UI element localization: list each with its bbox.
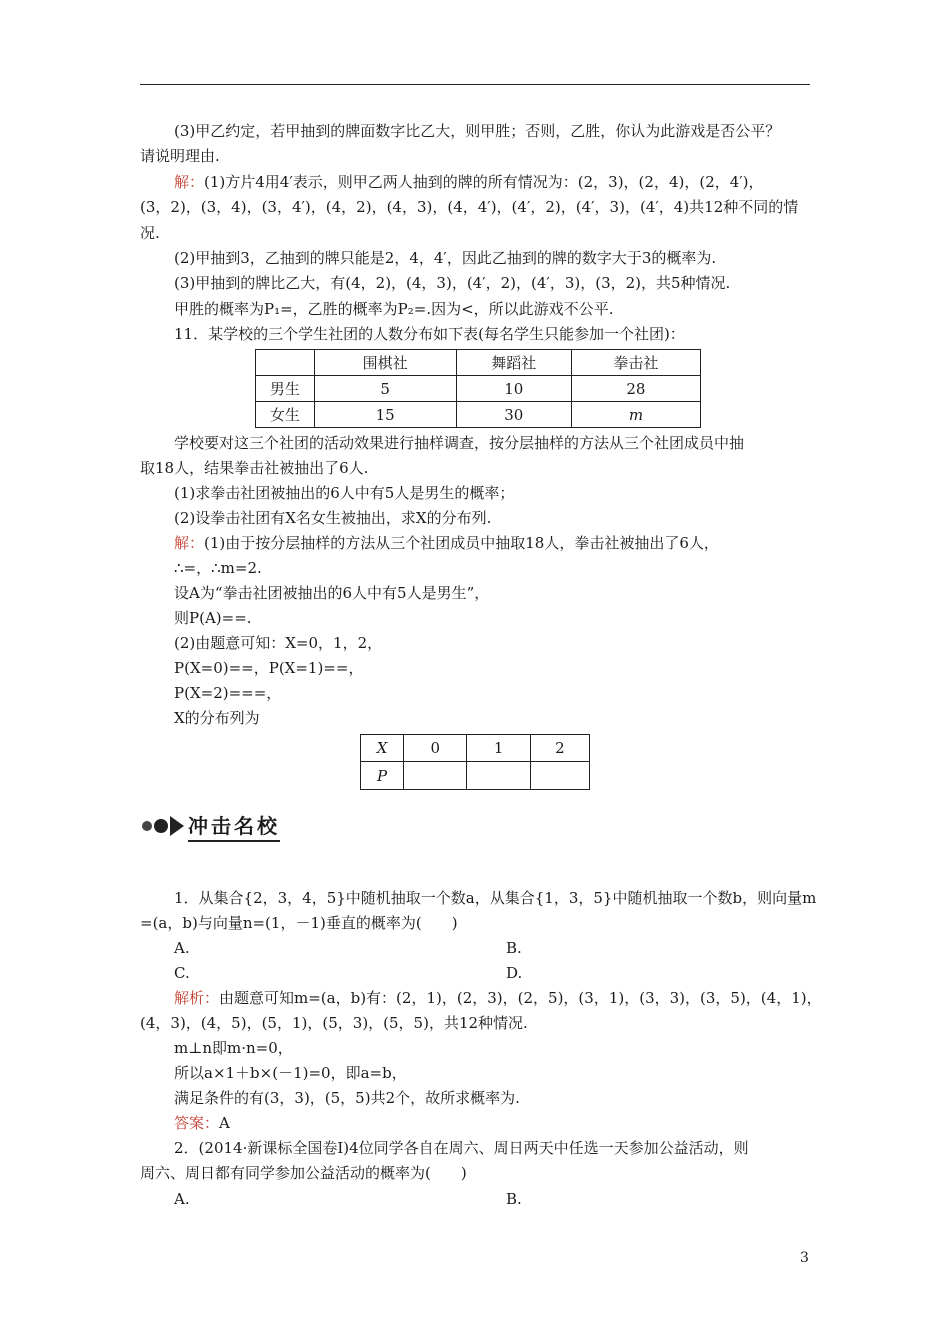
analysis-label: 解析： [174, 989, 220, 1007]
table-row [256, 350, 701, 376]
table-cell: 30 [456, 402, 571, 428]
q11-solution-line8: X的分布列为 [174, 709, 260, 727]
table-row [361, 735, 590, 762]
table-cell [256, 350, 315, 376]
table-cell: P [361, 762, 404, 790]
q11-solution-line1 [174, 532, 719, 554]
p1-analysis-line3: m⊥n即m·n=0， [174, 1039, 293, 1057]
p1-analysis-text1: 由题意可知m=(a，b)有：(2，1)，(2，3)，(2，5)，(3，1)，(3，3)，(3，5)，(4，1)， [219, 989, 822, 1007]
p1-analysis-line5: 满足条件的有(3，3)，(5，5)共2个，故所求概率为. [174, 1089, 520, 1107]
q10-part3-line1: (3)甲乙约定，若甲抽到的牌面数字比乙大，则甲胜；否则，乙胜，你认为此游戏是否公平？ [174, 122, 781, 140]
section-title: 冲击名校 [188, 810, 280, 842]
table-row [256, 402, 701, 428]
table-cell [467, 762, 530, 790]
table-cell: 2 [530, 735, 589, 762]
dot-icon [154, 819, 168, 833]
table-cell: 女生 [256, 402, 315, 428]
p2-stem-line1: 2．(2014·新课标全国卷Ⅰ)4位同学各自在周六、周日两天中任选一天参加公益活动，则 [174, 1139, 749, 1157]
q10-solution-line5: (3)甲抽到的牌比乙大，有(4，2)，(4，3)，(4′，2)，(4′，3)，(3，2)，共5种情况. [174, 274, 731, 292]
distribution-table [360, 734, 590, 790]
q11-text-line2: 取18人，结果拳击社被抽出了6人. [140, 459, 369, 477]
table-cell: 15 [314, 402, 456, 428]
section-banner [140, 808, 300, 844]
table-cell: 10 [456, 376, 571, 402]
table-cell: m [571, 402, 700, 428]
p1-stem-line2: =(a，b)与向量n=(1，－1)垂直的概率为( ) [140, 914, 458, 932]
table-cell: 舞蹈社 [456, 350, 571, 376]
solution-label: 解： [174, 173, 205, 191]
p1-option-d: D. [506, 964, 523, 982]
q11-ask1: (1)求拳击社团被抽出的6人中有5人是男生的概率； [174, 484, 515, 502]
q11-text-line1: 学校要对这三个社团的活动效果进行抽样调查，按分层抽样的方法从三个社团成员中抽 [174, 434, 745, 452]
q11-solution-line6: P(X=0)==，P(X=1)==， [174, 659, 364, 677]
table-row [361, 762, 590, 790]
q10-solution-line2: (3，2)，(3，4)，(3，4′)，(4，2)，(4，3)，(4，4′)，(4′，2)，(4′，3)，(4′，4)共12种不同的情 [140, 198, 799, 216]
p1-analysis-line4: 所以a×1＋b×(－1)=0，即a=b， [174, 1064, 407, 1082]
q11-stem: 11．某学校的三个学生社团的人数分布如下表(每名学生只能参加一个社团)： [174, 325, 685, 343]
solution-label: 解： [174, 534, 205, 552]
table-cell: 5 [314, 376, 456, 402]
p1-stem-line1: 1．从集合{2，3，4，5}中随机抽取一个数a，从集合{1，3，5}中随机抽取一个数b，则向量m [174, 889, 817, 907]
table-cell: 28 [571, 376, 700, 402]
q11-solution-line2: ∴=，∴m=2. [174, 559, 262, 577]
table-cell: 围棋社 [314, 350, 456, 376]
p1-answer [174, 1112, 230, 1134]
q11-ask2: (2)设拳击社团有X名女生被抽出，求X的分布列. [174, 509, 492, 527]
q11-solution-line7: P(X=2)===， [174, 684, 282, 702]
q10-solution-line1 [174, 171, 764, 193]
q10-solution-text1: (1)方片4用4′表示，则甲乙两人抽到的牌的所有情况为：(2，3)，(2，4)，(2，4′)， [204, 173, 764, 191]
dot-icon [142, 821, 152, 831]
q10-solution-line3: 况. [140, 224, 160, 242]
q10-solution-line6: 甲胜的概率为P₁=，乙胜的概率为P₂=.因为<，所以此游戏不公平. [174, 300, 614, 318]
table-cell [404, 762, 467, 790]
p2-stem-line2: 周六、周日都有同学参加公益活动的概率为( ) [140, 1164, 467, 1182]
table-cell: 0 [404, 735, 467, 762]
q11-solution-line3: 设A为“拳击社团被抽出的6人中有5人是男生”， [174, 584, 490, 602]
p1-option-b: B. [506, 939, 522, 957]
p1-option-c: C. [174, 964, 190, 982]
q11-solution-line4: 则P(A)==. [174, 609, 252, 627]
answer-label: 答案： [174, 1114, 220, 1132]
q10-solution-line4: (2)甲抽到3，乙抽到的牌只能是2，4，4′，因此乙抽到的牌的数字大于3的概率为. [174, 249, 717, 267]
table-cell: 1 [467, 735, 530, 762]
p2-option-b: B. [506, 1190, 522, 1208]
p1-option-a: A. [174, 939, 190, 957]
table-cell: 拳击社 [571, 350, 700, 376]
arrow-right-icon [170, 816, 184, 836]
q10-part3-line2: 请说明理由. [140, 147, 220, 165]
table-cell: X [361, 735, 404, 762]
p2-option-a: A. [174, 1190, 190, 1208]
table-row [256, 376, 701, 402]
page-number: 3 [800, 1250, 809, 1266]
header-rule [140, 84, 810, 85]
p1-analysis-line1 [174, 987, 822, 1009]
q11-solution-text1: (1)由于按分层抽样的方法从三个社团成员中抽取18人，拳击社被抽出了6人， [204, 534, 719, 552]
p1-answer-value: A [219, 1114, 230, 1132]
p1-analysis-line2: (4，3)，(4，5)，(5，1)，(5，3)，(5，5)，共12种情况. [140, 1014, 528, 1032]
club-table [255, 349, 701, 428]
table-cell: 男生 [256, 376, 315, 402]
table-cell [530, 762, 589, 790]
q11-solution-line5: (2)由题意可知：X=0，1，2， [174, 634, 383, 652]
